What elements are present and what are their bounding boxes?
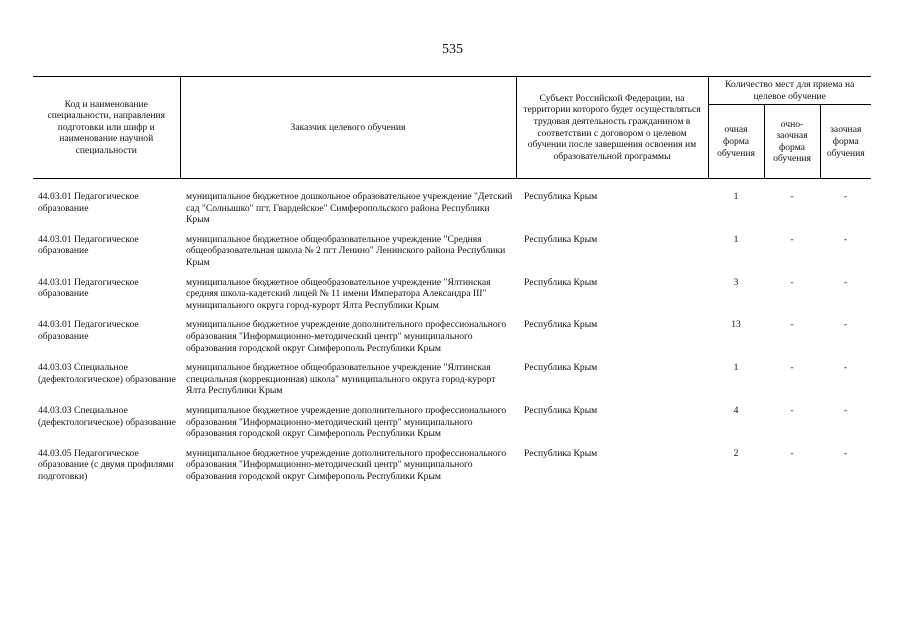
cell-part-time: - <box>790 191 794 202</box>
cell-extramural: - <box>843 233 848 245</box>
cell-code: 44.03.05 Педагогическое образование (с двумя профилями подготовки) <box>38 447 174 482</box>
cell-region: Республика Крым <box>524 276 598 288</box>
cell-customer: муниципальное бюджетное дошкольное образовательное учреждение "Детский сад "Солнышко" пгт. Гвардейское" Симферопольского района Республики Крым <box>186 191 513 226</box>
cell-extramural: - <box>843 319 848 331</box>
cell-part-time: - <box>790 404 794 416</box>
cell-customer: муниципальное бюджетное общеобразовательное учреждение "Средняя общеобразовательная школа № 2 пгт Ленино" Ленинского района Республики Крым <box>186 233 506 268</box>
cell-extramural: - <box>843 362 848 374</box>
table-row <box>33 277 871 320</box>
header-customer: Заказчик целевого обучения <box>180 77 516 179</box>
table-body <box>33 179 871 491</box>
cell-region: Республика Крым <box>524 191 598 202</box>
cell-customer: муниципальное бюджетное общеобразовательное учреждение "Ялтинская специальная (коррекционная) школа" муниципального округа город-курорт Ялта Республики Крым <box>186 362 496 397</box>
cell-code: 44.03.01 Педагогическое образование <box>38 233 139 257</box>
table-row <box>33 234 871 277</box>
cell-region: Республика Крым <box>524 404 598 416</box>
cell-part-time: - <box>790 276 794 288</box>
cell-extramural: - <box>843 276 848 288</box>
cell-code: 44.03.01 Педагогическое образование <box>38 276 139 300</box>
page-number: 535 <box>442 42 463 57</box>
cell-extramural: - <box>843 191 848 202</box>
cell-extramural: - <box>843 404 848 416</box>
cell-region: Республика Крым <box>524 362 598 374</box>
target-training-table <box>33 76 871 490</box>
cell-customer: муниципальное бюджетное учреждение дополнительного профессионального образования "Информационно-методический центр" муниципального образования городской округ Симферополь Республики Крым <box>186 447 507 482</box>
table-row <box>33 362 871 405</box>
cell-part-time: - <box>790 362 794 374</box>
cell-part-time: - <box>790 233 794 245</box>
table-row <box>33 179 871 234</box>
cell-region: Республика Крым <box>524 319 598 331</box>
table-row <box>33 448 871 491</box>
cell-code: 44.03.03 Специальное (дефектологическое) образование <box>38 404 176 428</box>
header-places: Количество мест для приема на целевое обучение <box>708 77 871 105</box>
cell-full-time: 13 <box>731 319 741 331</box>
cell-full-time: 1 <box>733 191 739 202</box>
cell-code: 44.03.01 Педагогическое образование <box>38 319 139 342</box>
cell-full-time: 1 <box>733 362 739 374</box>
cell-customer: муниципальное бюджетное учреждение дополнительного профессионального образования "Информационно-методический центр" муниципального образования городской округ Симферополь Республики Крым <box>186 319 507 354</box>
cell-full-time: 1 <box>733 233 739 245</box>
header-extramural: заочная форма обучения <box>820 105 871 179</box>
header-part-time: очно-заочная форма обучения <box>764 105 820 179</box>
cell-region: Республика Крым <box>524 233 598 245</box>
cell-extramural: - <box>843 447 848 459</box>
cell-region: Республика Крым <box>524 447 598 459</box>
header-region: Субъект Российской Федерации, на территории которого будет осуществляться трудовая деятельность гражданином в соответствии с договором о целевом обучении после завершения освоения им образовательной программы <box>516 77 708 179</box>
table-row <box>33 319 871 362</box>
header-code: Код и наименование специальности, направления подготовки или шифр и наименование научной специальности <box>33 77 180 179</box>
cell-customer: муниципальное бюджетное учреждение дополнительного профессионального образования "Информационно-методический центр" муниципального образования городской округ Симферополь Республики Крым <box>186 404 507 440</box>
cell-code: 44.03.03 Специальное (дефектологическое) образование <box>38 362 176 385</box>
cell-full-time: 3 <box>733 276 739 288</box>
cell-customer: муниципальное бюджетное общеобразовательное учреждение "Ялтинская средняя школа-кадетский лицей № 11 имени Императора Александра III" муниципального округа город-курорт Ялта Республики Крым <box>186 276 491 311</box>
cell-part-time: - <box>790 319 794 331</box>
cell-code: 44.03.01 Педагогическое образование <box>38 191 139 214</box>
cell-full-time: 4 <box>733 404 739 416</box>
header-full-time: очная форма обучения <box>708 105 764 179</box>
cell-part-time: - <box>790 447 794 459</box>
table-row <box>33 405 871 448</box>
cell-full-time: 2 <box>733 447 739 459</box>
